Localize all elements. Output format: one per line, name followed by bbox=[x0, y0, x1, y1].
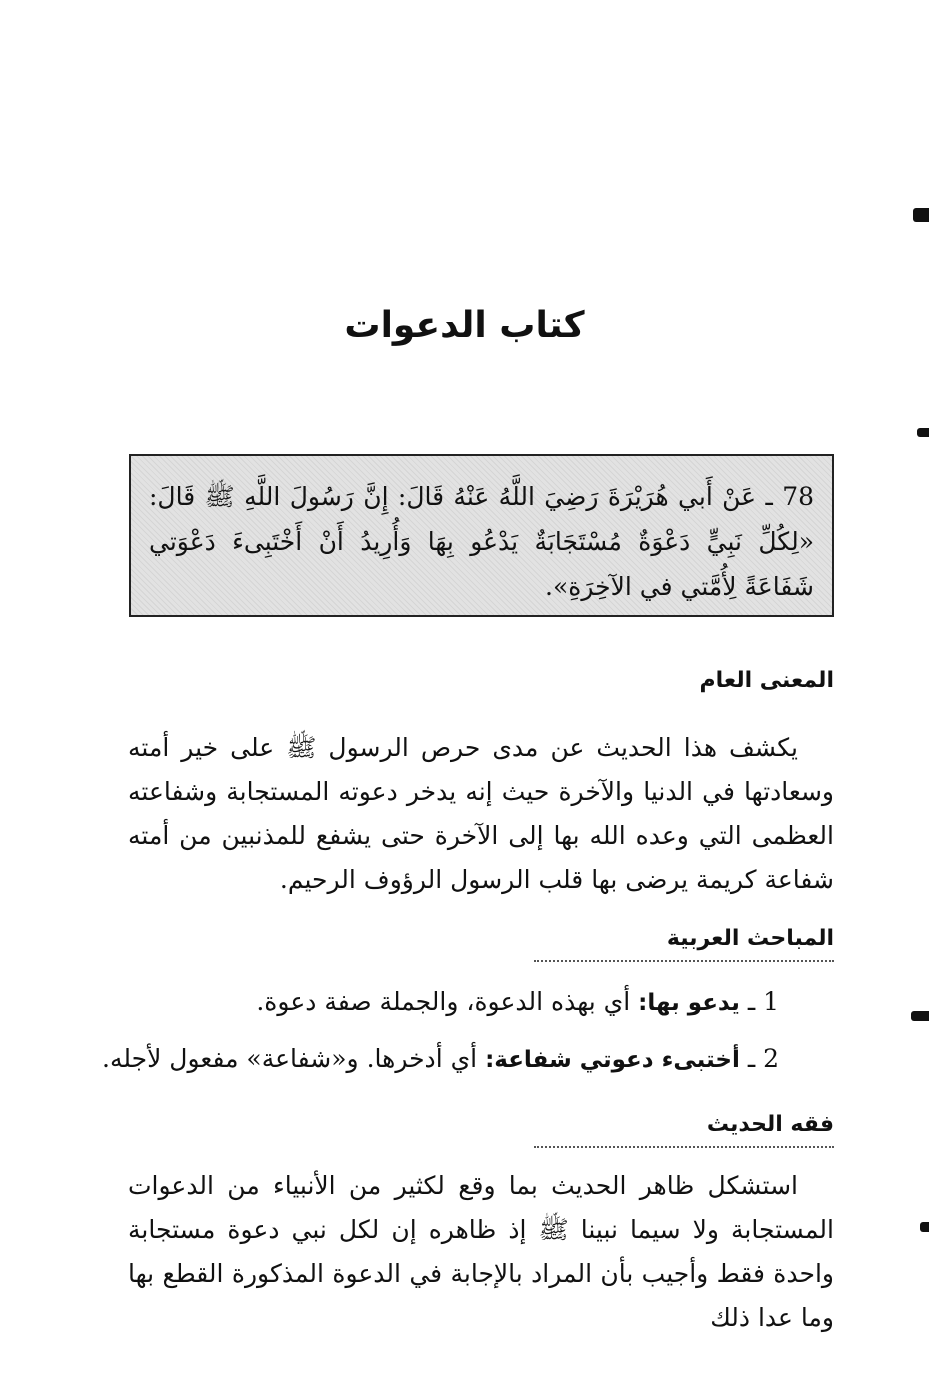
section-heading-arabic-topics: المباحث العربية bbox=[666, 926, 834, 951]
section-heading-general-meaning: المعنى العام bbox=[699, 668, 834, 693]
page-edge-mark bbox=[911, 1011, 929, 1021]
item-number: 1 ـ bbox=[747, 987, 779, 1016]
heading-underline bbox=[534, 1146, 834, 1148]
hadith-text: 78 ـ عَنْ أَبي هُرَيْرَةَ رَضِيَ اللَّهُ عَنْهُ قَالَ: إِنَّ رَسُولَ اللَّهِ ﷺ قَالَ: «لِكُلِّ نَبِيٍّ دَعْوَةٌ مُسْتَجَابَةٌ يَدْعُو بِهَا وَأُرِيدُ أَنْ أَخْتَبِىءَ دَعْوَتي شَفَاعَةً لِأُمَّتي في الآخِرَةِ». bbox=[149, 482, 814, 601]
chapter-title: كتاب الدعوات bbox=[344, 305, 585, 346]
page-edge-mark bbox=[920, 1222, 929, 1232]
hadith-box bbox=[129, 454, 834, 617]
item-term: يدعو بها: bbox=[638, 990, 740, 1016]
item-number: 2 ـ bbox=[747, 1044, 779, 1073]
section-heading-fiqh: فقه الحديث bbox=[706, 1112, 834, 1137]
page-edge-mark bbox=[917, 428, 929, 437]
item-term: أختبىء دعوتي شفاعة: bbox=[485, 1047, 740, 1073]
page-edge-mark bbox=[913, 208, 929, 222]
item-explanation: أي بهذه الدعوة، والجملة صفة دعوة. bbox=[256, 987, 631, 1016]
list-item bbox=[102, 1037, 779, 1082]
general-meaning-paragraph: يكشف هذا الحديث عن مدى حرص الرسول ﷺ على خير أمته وسعادتها في الدنيا والآخرة حيث إنه يدخر دعوته المستجابة وشفاعته العظمى التي وعده الله بها إلى الآخرة حتى يشفع للمذنبين من أمته شفاعة كريمة يرضى بها قلب الرسول الرؤوف الرحيم. bbox=[128, 733, 834, 894]
fiqh-paragraph: استشكل ظاهر الحديث بما وقع لكثير من الأنبياء من الدعوات المستجابة ولا سيما نبينا ﷺ إذ ظاهره إن لكل نبي دعوة مستجابة واحدة فقط وأجيب بأن المراد بالإجابة في الدعوة المذكورة القطع بها وما عدا ذلك bbox=[128, 1171, 834, 1332]
heading-underline bbox=[534, 960, 834, 962]
item-explanation: أي أدخرها. و«شفاعة» مفعول لأجله. bbox=[102, 1044, 478, 1073]
list-item bbox=[256, 980, 779, 1025]
